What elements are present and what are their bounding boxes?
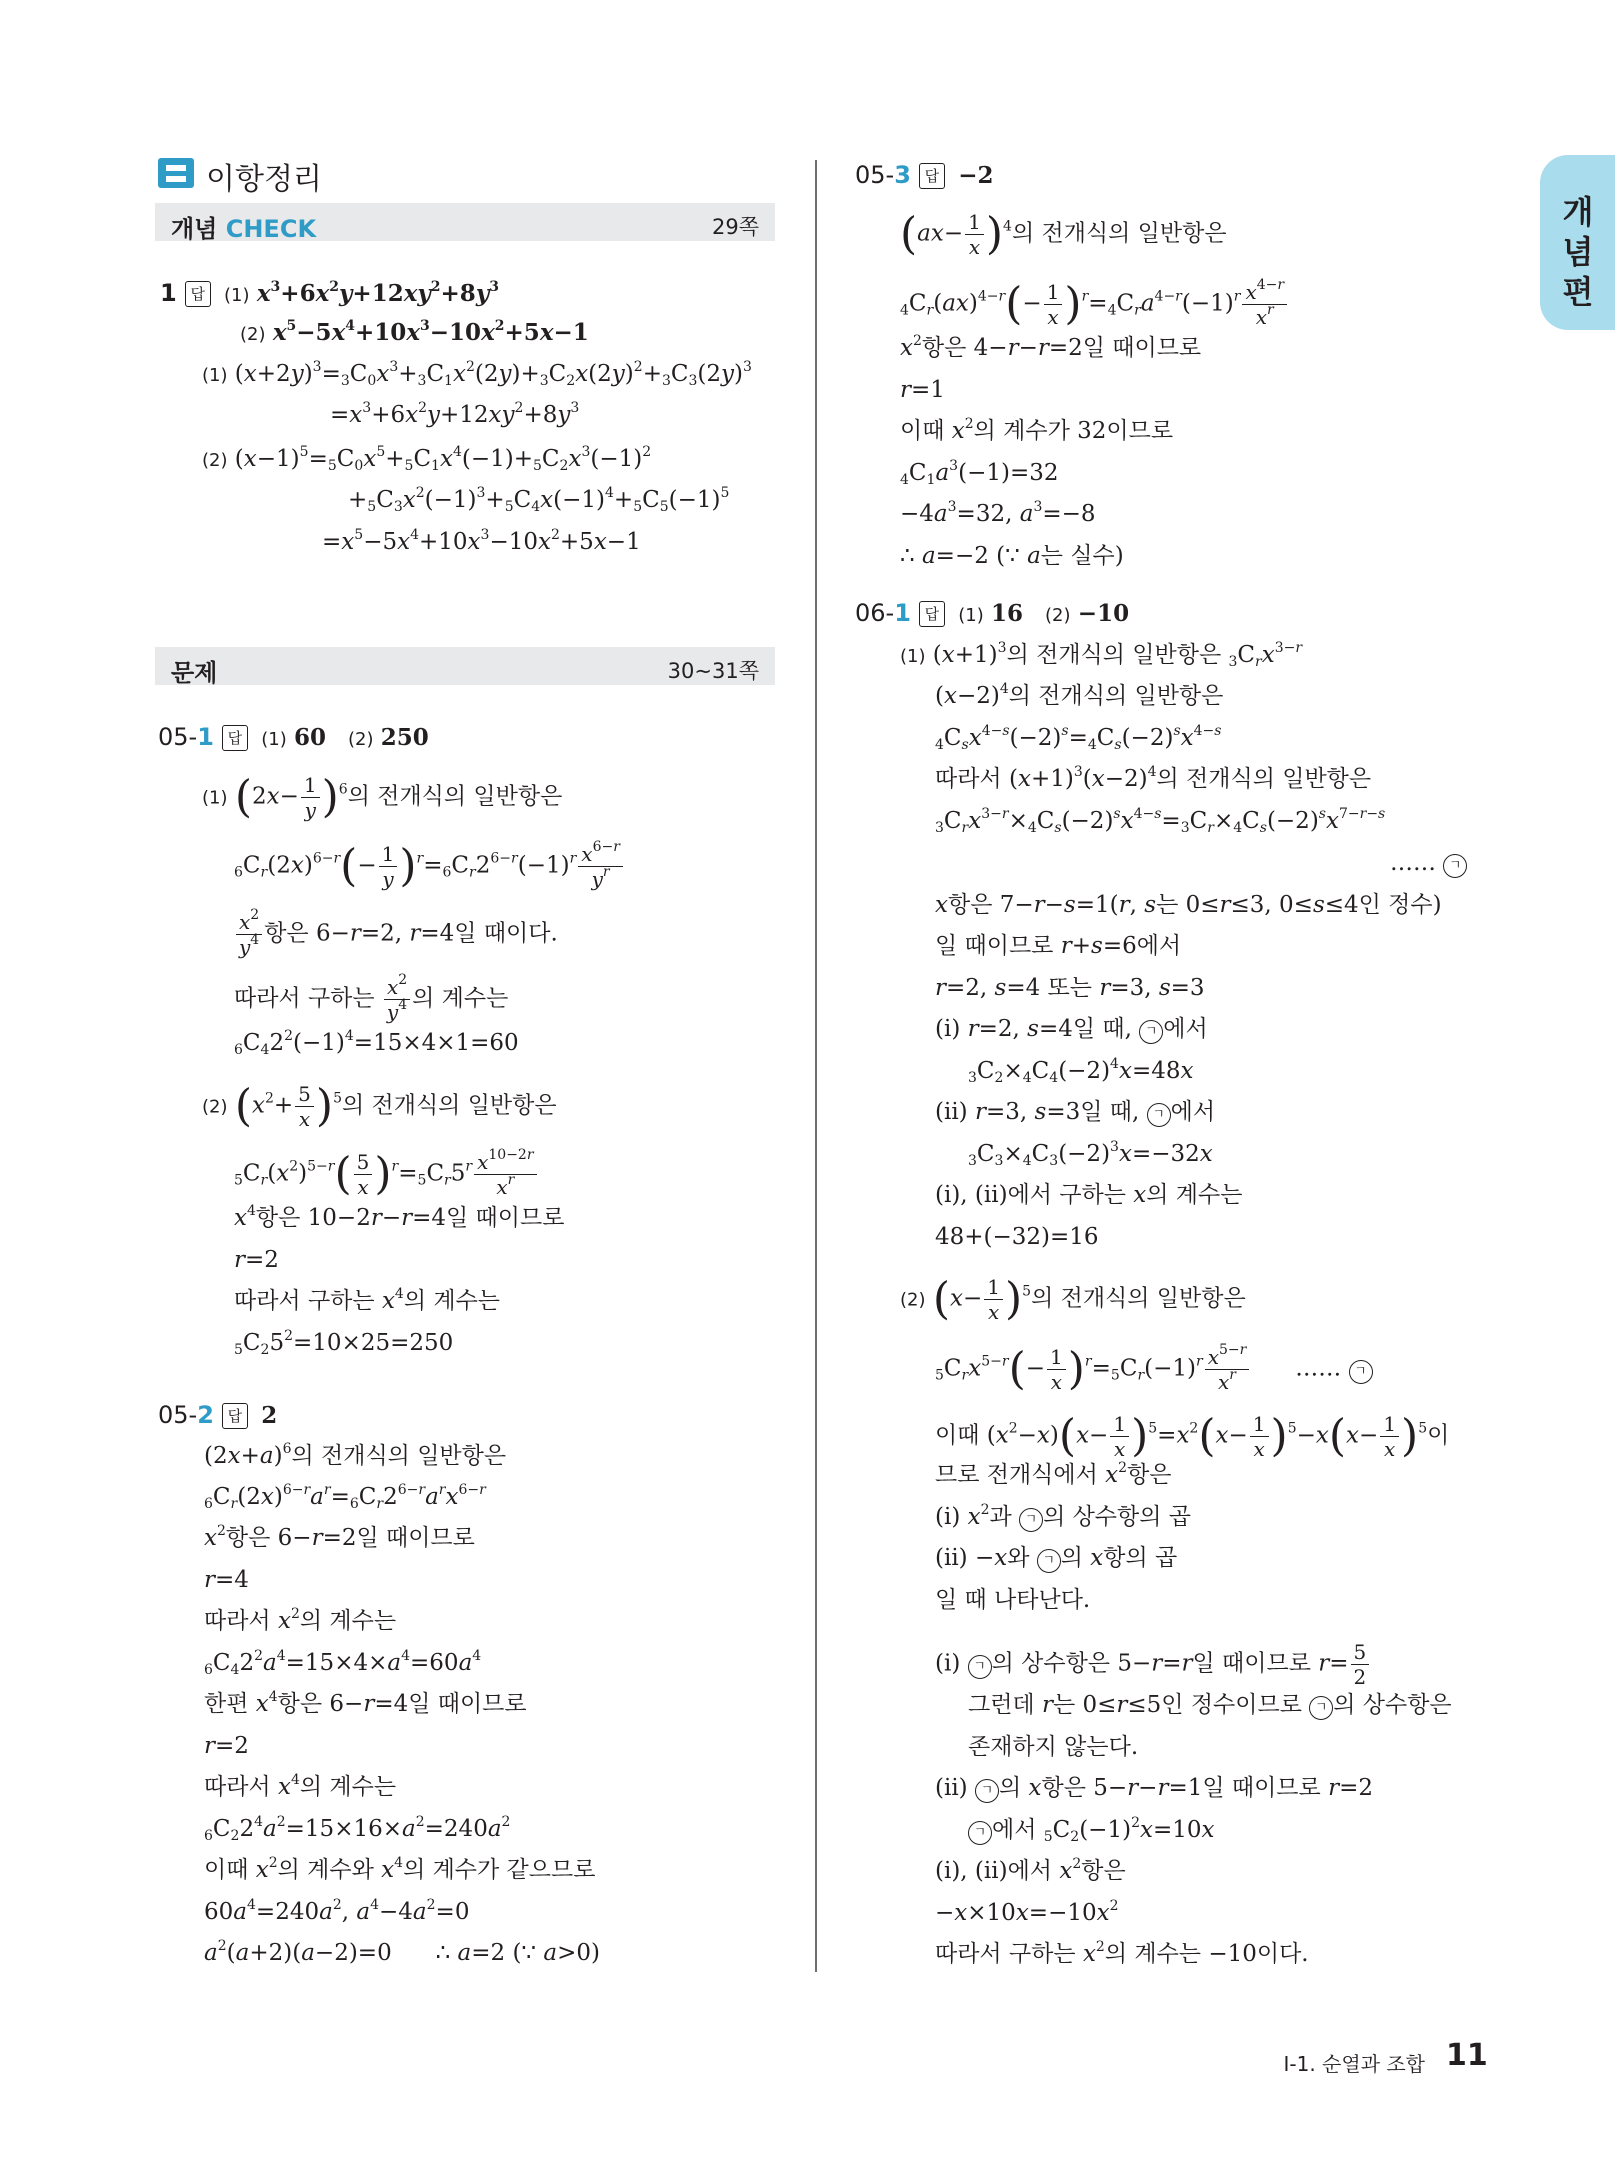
answer-icon: 답 [919, 601, 945, 627]
solution-line: 따라서 구하는 $x^4$의 계수는 [234, 1286, 501, 1314]
solution-line: (ⅱ) ㄱ 의 x항은 5−r−r=1일 때이므로 r=2 [935, 1775, 1373, 1801]
section-number-icon [158, 158, 194, 188]
solution-line: $_5C_25^2=10\times 25=250$ [234, 1328, 454, 1358]
solution-line: $_3C_3\times_4C_3(-2)^3x=-32x$ [968, 1139, 1213, 1169]
problem-06-1-header: 06-1 답 (1) 16 (2) −10 [855, 599, 1130, 627]
solution-line: 따라서 $x^2$의 계수는 [204, 1606, 397, 1634]
solution-line: r=2 [234, 1247, 279, 1273]
solution-line: $_4C_sx^{4-s}(-2)^s=_4C_s(-2)^sx^{4-s}$ [935, 723, 1222, 753]
section-title: 이항정리 [206, 162, 322, 197]
answer-icon: 답 [222, 725, 248, 751]
solution-line: 일 때이므로 r+s=6에서 [935, 933, 1182, 959]
solution-line: $_6C_22^4a^2=15\times 16\times a^2=240a^2$ [204, 1814, 511, 1844]
solution-line: r=4 [204, 1567, 249, 1593]
concept-check-page: 29쪽 [711, 215, 759, 239]
solution-line: (ⅱ) r=3, s=3일 때, ㄱ 에서 [935, 1099, 1216, 1125]
solution-line: $_4C_r(ax)^{4-r}(-$ $\frac{1}{x}$ )$^r=_4C_ra^{4-r}(-1)^r$ $\frac{x^{4-r}}{x^r}$ [900, 280, 1289, 329]
solution-line: 이때 $(x^2-x)(x-$ $\frac{1}{x}$ )$^5=x^2(x-$ $\frac{1}{x}$ )$^5$−x(x− $\frac{1}{x}$ )$^5$이 [935, 1410, 1450, 1462]
solution-line: (ⅰ), (ⅱ)에서 $x^2$항은 [935, 1856, 1126, 1884]
answer-icon: 답 [185, 281, 211, 307]
solution-line: r=2 [204, 1733, 249, 1759]
solution-line: (ⅰ), (ⅱ)에서 구하는 x의 계수는 [935, 1182, 1243, 1208]
concept-check-title: 개념 CHECK [171, 215, 317, 243]
answer-icon: 답 [222, 1403, 248, 1429]
solution-line: (ⅰ) ㄱ 의 상수항은 5−r=r일 때이므로 r= $\frac{5}{2}$ [935, 1640, 1371, 1689]
problem-bar [155, 647, 775, 685]
solution-line: $=x^5-5x^4+10x^3-10x^2+5x-1$ [322, 527, 641, 555]
problem-05-2-header: 05-2 답 2 [158, 1401, 278, 1429]
solution-line: $=x^3+6x^2y+12xy^2+8y^3$ [330, 400, 580, 428]
column-divider [815, 160, 817, 1972]
solution-line: $\frac{x^2}{y^4}$ 항은 6−r=2, r=4일 때이다. [234, 910, 558, 959]
solution-line: $a^2(a+2)(a-2)=0$ ∴ a=2 (∵ a>0) [204, 1938, 600, 1966]
solution-line: (2) $(x-1)^5=_5C_0x^5+_5C_1x^4(-1)+_5C_2x^3(-1)^2$ [202, 444, 652, 474]
solution-line: x항은 7−r−s=1(r, s는 0≤r≤3, 0≤s≤4인 정수) [935, 892, 1442, 918]
side-tab [1540, 155, 1615, 330]
solution-line: (ⅱ) −x와 ㄱ 의 x항의 곱 [935, 1545, 1178, 1571]
solution-line: 이때 $x^2$의 계수가 32이므로 [900, 416, 1174, 444]
solution-line: $_6C_r(2x)^{6-r}a^r=_6C_r2^{6-r}a^rx^{6-r}$ [204, 1482, 486, 1512]
solution-line: $x^4$항은 10−2r−r=4일 때이므로 [234, 1203, 565, 1231]
solution-line: $60a^4=240a^2$, $a^4-4a^2=0$ [204, 1897, 470, 1925]
solution-line: r=2, s=4 또는 r=3, s=3 [935, 975, 1205, 1001]
solution-line: 따라서 $x^4$의 계수는 [204, 1772, 397, 1800]
solution-line: r=1 [900, 377, 945, 403]
solution-line: 일 때 나타난다. [935, 1587, 1091, 1613]
solution-line: (ⅰ) r=2, s=4일 때, ㄱ 에서 [935, 1016, 1208, 1042]
concept-check-bar [155, 203, 775, 241]
solution-line: (ⅰ) $x^2$과 ㄱ 의 상수항의 곱 [935, 1502, 1191, 1530]
solution-line: 존재하지 않는다. [968, 1734, 1139, 1760]
problem-page: 30∼31쪽 [667, 659, 759, 683]
solution-line: 이때 $x^2$의 계수와 $x^4$의 계수가 같으므로 [204, 1855, 596, 1883]
solution-line: $_5C_rx^{5-r}(-$ $\frac{1}{x}$ )$^r=_5C_r(-1)^r$ $\frac{x^{5-r}}{x^r}$ …… ㄱ [935, 1345, 1373, 1394]
solution-line: $_3C_rx^{3-r}\times_4C_s(-2)^sx^{4-s}=_3C_r\times_4C_s(-2)^sx^{7-r-s}$ [935, 806, 1386, 836]
solution-line: (2) (x− $\frac{1}{x}$ )$^5$의 전개식의 일반항은 [900, 1273, 1246, 1325]
side-tab-char: 편 [1562, 273, 1594, 311]
solution-line: $-x\times 10x=-10x^2$ [935, 1898, 1119, 1926]
problem-title: 문제 [171, 659, 218, 687]
solution-line: $_6C_42^2a^4=15\times 4\times a^4=60a^4$ [204, 1648, 482, 1678]
solution-line: 따라서 구하는 $\frac{x^2}{y^4}$ 의 계수는 [234, 972, 509, 1024]
answer-icon: 답 [919, 163, 945, 189]
solution-line: $x^2$항은 6−r=2일 때이므로 [204, 1523, 475, 1551]
footer-page-number: 11 [1446, 2038, 1488, 2073]
solution-line: (1) $(x+1)^3$의 전개식의 일반항은 $_3C_rx^{3-r}$ [900, 640, 1303, 670]
solution-line: (ax− $\frac{1}{x}$ )$^4$의 전개식의 일반항은 [900, 208, 1227, 260]
solution-line: $_6C_42^2(-1)^4=15\times 4\times 1=60$ [234, 1028, 519, 1058]
solution-line: …… ㄱ [1390, 848, 1467, 878]
solution-line: 48+(−32)=16 [935, 1224, 1099, 1250]
problem-1-answer-2: (2) $x^5-5x^4+10x^3-10x^2+5x-1$ [240, 318, 589, 346]
solution-line: 그런데 r는 0≤r≤5인 정수이므로 ㄱ 의 상수항은 [968, 1692, 1452, 1718]
solution-line: ㄱ 에서 $_5C_2(-1)^2x=10x$ [968, 1815, 1215, 1845]
solution-line: $+_5C_3x^2(-1)^3+_5C_4x(-1)^4+_5C_5(-1)^5$ [348, 485, 730, 515]
solution-line: $_6C_r(2x)^{6-r}(-$ $\frac{1}{y}$ )$^r=_6C_r2^{6-r}(-1)^r$ $\frac{x^{6-r}}{y^r}$ [234, 842, 625, 891]
problem-1-header: 1 답 (1) $x^3+6x^2y+12xy^2+8y^3$ [160, 279, 499, 307]
solution-line: (2) ($x^2+$ $\frac{5}{x}$ )$^5$의 전개식의 일반항은 [202, 1080, 557, 1132]
solution-line: $x^2$항은 4−r−r=2일 때이므로 [900, 333, 1202, 361]
solution-line: ∴ a=−2 (∵ a는 실수) [900, 543, 1124, 569]
solution-line: 따라서 $(x+1)^3(x-2)^4$의 전개식의 일반항은 [935, 764, 1372, 792]
solution-line: $-4a^3=32$, $a^3=-8$ [900, 499, 1096, 527]
solution-line: 한편 $x^4$항은 6−r=4일 때이므로 [204, 1689, 527, 1717]
solution-line: 므로 전개식에서 $x^2$항은 [935, 1460, 1172, 1488]
side-tab-char: 념 [1562, 233, 1594, 271]
footer-chapter: Ⅰ-1. 순열과 조합 [1283, 2052, 1425, 2076]
solution-line: $_5C_r(x^2)^{5-r}$( $\frac{5}{x}$ )$^r=_5C_r5^r$ $\frac{x^{10-2r}}{x^r}$ [234, 1150, 539, 1199]
problem-05-3-header: 05-3 답 −2 [855, 161, 994, 189]
problem-05-1-header: 05-1 답 (1) 60 (2) 250 [158, 723, 429, 751]
solution-line: $(2x+a)^6$의 전개식의 일반항은 [204, 1441, 507, 1469]
side-tab-char: 개 [1562, 193, 1594, 231]
solution-line: 따라서 구하는 $x^2$의 계수는 −10이다. [935, 1939, 1309, 1967]
solution-line: $_4C_1a^3(-1)=32$ [900, 458, 1059, 488]
solution-line: $_3C_2\times_4C_4(-2)^4x=48x$ [968, 1056, 1194, 1086]
solution-line: (1) $(x+2y)^3=_3C_0x^3+_3C_1x^2(2y)+_3C_2x(2y)^2+_3C_3(2y)^3$ [202, 359, 752, 389]
solution-line: $(x-2)^4$의 전개식의 일반항은 [935, 681, 1224, 709]
solution-line: (1) (2x− $\frac{1}{y}$ )$^6$의 전개식의 일반항은 [202, 771, 563, 823]
